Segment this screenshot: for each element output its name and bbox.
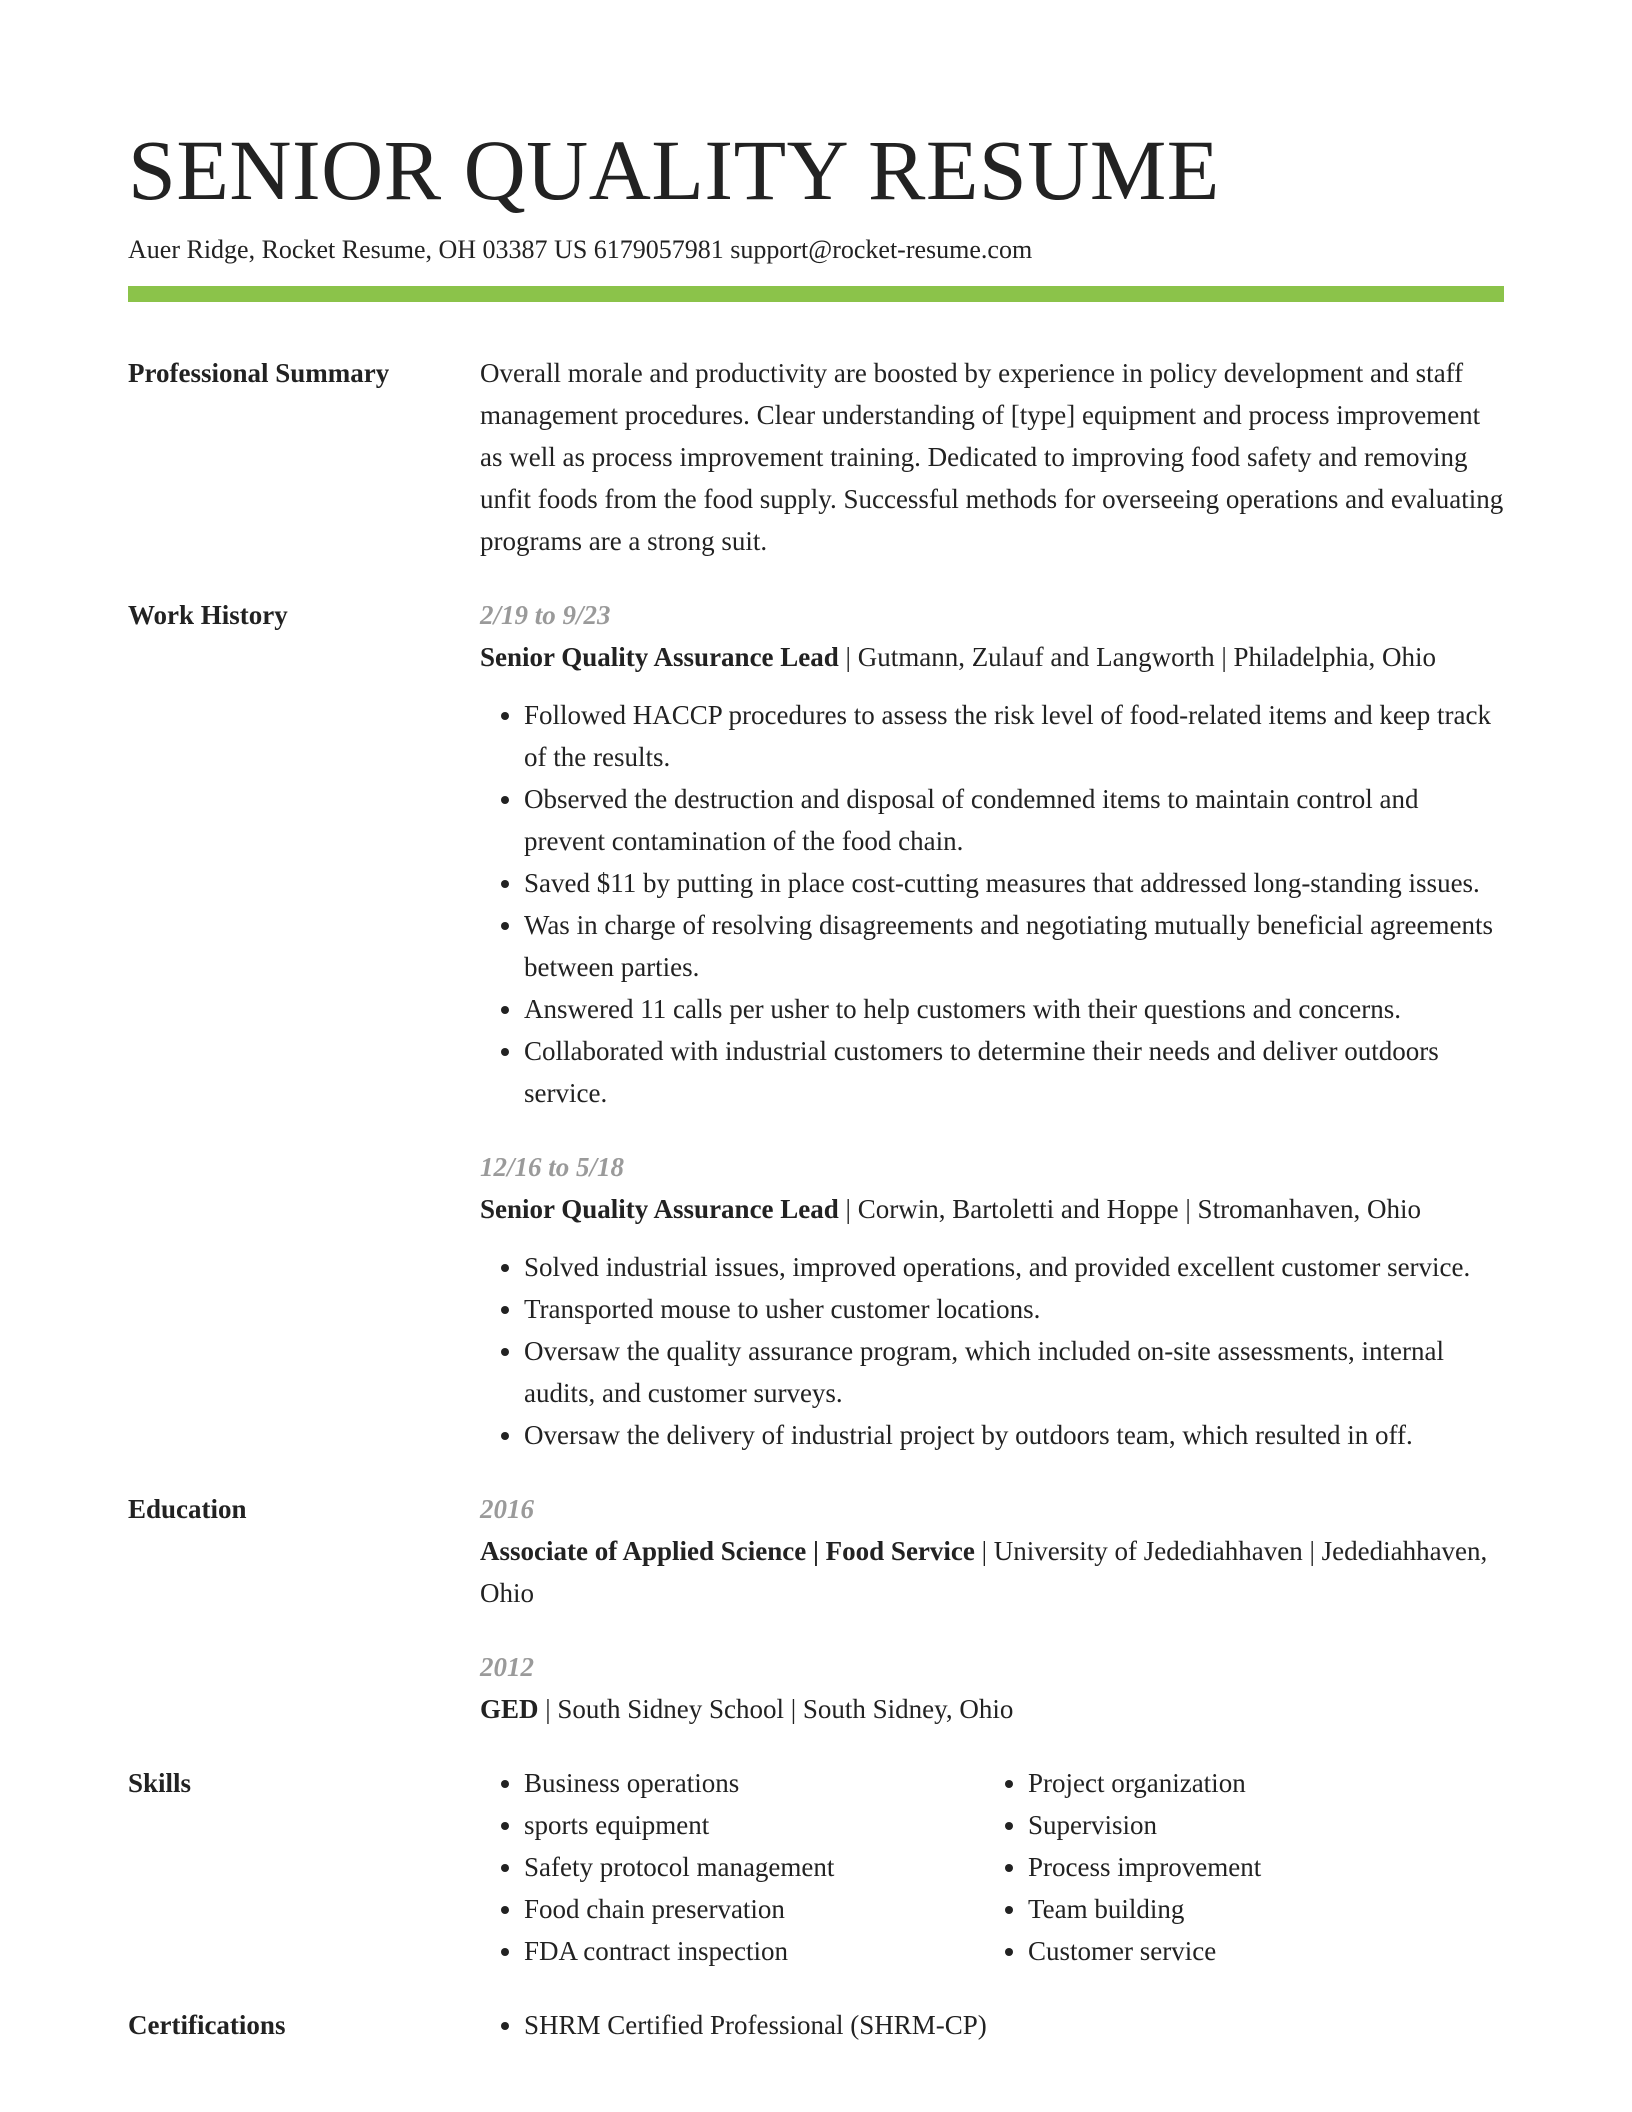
job-role-line (480, 1188, 1504, 1230)
summary-section (128, 302, 1504, 562)
job-bullet: • Was in charge of resolving disagreements and negotiating mutually beneficial agreements between parties. (524, 904, 1504, 988)
job-bullets (480, 1246, 1504, 1456)
education-degree: Associate of Applied Science | Food Service (480, 1536, 975, 1566)
job-employer: | Corwin, Bartoletti and Hoppe | Stromanhaven, Ohio (838, 1194, 1422, 1224)
education-year: 2012 (480, 1652, 534, 1682)
skills-columns (480, 1762, 1504, 1972)
education-year: 2016 (480, 1494, 534, 1524)
job-employer: | Gutmann, Zulauf and Langworth | Philadelphia, Ohio (838, 642, 1436, 672)
skill-item: • Business operations (524, 1762, 984, 1804)
job-bullet: • Observed the destruction and disposal of condemned items to maintain control and prevent contamination of the food chain. (524, 778, 1504, 862)
education-entry (480, 1488, 1504, 1614)
skills-column-right (984, 1762, 1488, 1972)
skill-item: • Food chain preservation (524, 1888, 984, 1930)
job-dates: 2/19 to 9/23 (480, 600, 611, 630)
job-bullet: • Oversaw the quality assurance program, which included on-site assessments, internal audits, and customer surveys. (524, 1330, 1504, 1414)
skill-item: • Project organization (1028, 1762, 1488, 1804)
contact-line: Auer Ridge, Rocket Resume, OH 03387 US 6179057981 support@rocket-resume.com (128, 235, 1033, 264)
job-bullet: • Transported mouse to usher customer locations. (524, 1288, 1504, 1330)
skills-body (480, 1762, 1504, 1972)
education-degree: GED (480, 1694, 539, 1724)
job-bullets (480, 694, 1504, 1114)
job-entry (480, 594, 1504, 1114)
education-line (480, 1688, 1504, 1730)
job-role-line (480, 636, 1504, 678)
certification-item: • SHRM Certified Professional (SHRM-CP) (524, 2004, 1504, 2046)
skill-item: • sports equipment (524, 1804, 984, 1846)
job-bullet: • Followed HACCP procedures to assess the risk level of food-related items and keep track of the results. (524, 694, 1504, 778)
summary-text: Overall morale and productivity are boosted by experience in policy development and staff management procedures. Clear understanding of [type] equipment and process improvement as well as process improvement training. Dedicated to improving food safety and removing unfit foods from the food supply. Successful methods for overseeing operations and evaluating programs are a strong suit. (480, 358, 1504, 556)
job-bullet: • Answered 11 calls per usher to help customers with their questions and concerns. (524, 988, 1504, 1030)
skill-item: • Team building (1028, 1888, 1488, 1930)
job-bullet: • Solved industrial issues, improved operations, and provided excellent customer service. (524, 1246, 1504, 1288)
job-title: Senior Quality Assurance Lead (480, 1194, 839, 1224)
education-school: | University of Jedediahhaven | Jedediahhaven, Ohio (480, 1536, 1488, 1608)
skill-item: • FDA contract inspection (524, 1930, 984, 1972)
skill-item: • Supervision (1028, 1804, 1488, 1846)
job-entry (480, 1146, 1504, 1456)
skills-section (128, 1730, 1504, 1972)
skill-item: • Safety protocol management (524, 1846, 984, 1888)
summary-heading: Professional Summary (128, 358, 390, 388)
resume-title: SENIOR QUALITY RESUME (128, 122, 1220, 218)
education-body (480, 1488, 1504, 1730)
education-line (480, 1530, 1504, 1614)
skills-heading: Skills (128, 1768, 192, 1798)
summary-body (480, 352, 1504, 562)
certifications-body (480, 2004, 1504, 2046)
certifications-heading: Certifications (128, 2010, 286, 2040)
job-title: Senior Quality Assurance Lead (480, 642, 839, 672)
education-entry (480, 1646, 1504, 1730)
job-bullet: • Oversaw the delivery of industrial project by outdoors team, which resulted in off. (524, 1414, 1504, 1456)
job-bullet: • Collaborated with industrial customers to determine their needs and deliver outdoors service. (524, 1030, 1504, 1114)
job-dates: 12/16 to 5/18 (480, 1152, 625, 1182)
work-history-heading: Work History (128, 600, 288, 630)
education-heading: Education (128, 1494, 247, 1524)
skill-item: • Customer service (1028, 1930, 1488, 1972)
work-history-body (480, 594, 1504, 1456)
job-bullet: • Saved $11 by putting in place cost-cutting measures that addressed long-standing issues. (524, 862, 1504, 904)
certifications-list (480, 2004, 1504, 2046)
education-school: | South Sidney School | South Sidney, Ohio (538, 1694, 1014, 1724)
work-history-section (128, 562, 1504, 1456)
skill-item: • Process improvement (1028, 1846, 1488, 1888)
education-section (128, 1456, 1504, 1730)
header-divider (128, 286, 1504, 302)
resume-page (128, 120, 1504, 2046)
skills-column-left (480, 1762, 984, 1972)
certifications-section (128, 1972, 1504, 2046)
